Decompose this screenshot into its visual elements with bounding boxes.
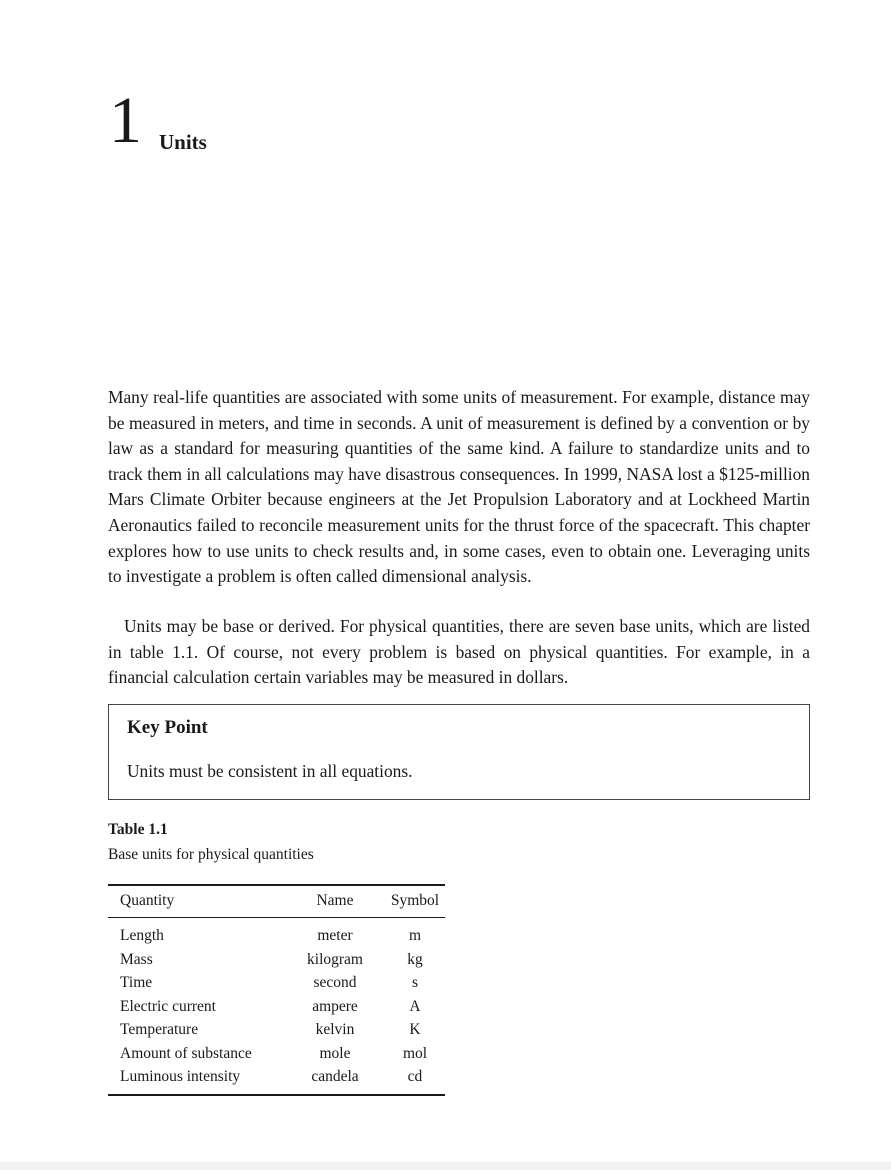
cell-symbol: K	[409, 1021, 421, 1038]
cell-name: kilogram	[307, 950, 363, 968]
key-point-box	[108, 704, 810, 800]
cell-quantity: Temperature	[120, 1021, 199, 1038]
base-units-table	[108, 884, 445, 1096]
chapter-title: Units	[159, 130, 207, 154]
table-header-row	[108, 885, 445, 918]
cell-symbol: A	[409, 997, 421, 1015]
table-row	[108, 1018, 445, 1042]
cell-symbol: cd	[407, 1068, 423, 1085]
cell-symbol: kg	[407, 950, 423, 968]
table-label: Table 1.1	[108, 821, 168, 838]
cell-symbol: s	[411, 974, 419, 991]
cell-quantity: Amount of substance	[120, 1044, 252, 1062]
cell-symbol: mol	[402, 1044, 428, 1062]
cell-quantity: Time	[120, 974, 153, 991]
cell-name: second	[313, 974, 357, 991]
intro-paragraph: Many real-life quantities are associated with some units of measurement. For example, distance may be measured in meters, and time in seconds. A unit of measurement is defined by a convention or by law as a standard for measuring quantities of the same kind. A failure to standardize units and to track them in all calculations may have disastrous consequences. In 1999, NASA lost a $125-million Mars Climate Orbiter because engineers at the Jet Propulsion Laboratory and at Lockheed Martin Aeronautics failed to reconcile measurement units for the thrust force of the spacecraft. This chapter explores how to use units to check results and, in some cases, even to obtain one. Leveraging units to investigate a problem is often called dimensional analysis.	[108, 387, 810, 587]
header-symbol: Symbol	[385, 885, 445, 918]
header-name: Name	[285, 885, 385, 918]
key-point-text: Units must be consistent in all equations.	[127, 761, 413, 781]
cell-name: candela	[311, 1068, 359, 1085]
cell-quantity: Mass	[120, 950, 153, 968]
cell-quantity: Luminous intensity	[120, 1068, 241, 1085]
chapter-number: 1	[109, 84, 142, 157]
table-row	[108, 1042, 445, 1066]
page-bottom-edge	[0, 1162, 891, 1170]
table-caption: Base units for physical quantities	[108, 846, 314, 863]
cell-name: meter	[317, 927, 353, 944]
table-row	[108, 971, 445, 995]
cell-quantity: Electric current	[120, 997, 216, 1015]
cell-symbol: m	[408, 927, 422, 944]
base-units-paragraph: Units may be base or derived. For physical quantities, there are seven base units, which are listed in table 1.1. Of course, not every problem is based on physical quantities. For example, in a financial calculation certain variables may be measured in dollars.	[108, 616, 810, 688]
cell-name: ampere	[312, 997, 358, 1015]
header-quantity: Quantity	[108, 885, 285, 918]
cell-name: kelvin	[315, 1021, 355, 1038]
cell-quantity: Length	[120, 927, 164, 944]
table-row	[108, 995, 445, 1019]
table-row	[108, 918, 445, 948]
table-row	[108, 1065, 445, 1095]
cell-name: mole	[319, 1044, 351, 1062]
table-row	[108, 948, 445, 972]
key-point-title: Key Point	[127, 717, 208, 738]
